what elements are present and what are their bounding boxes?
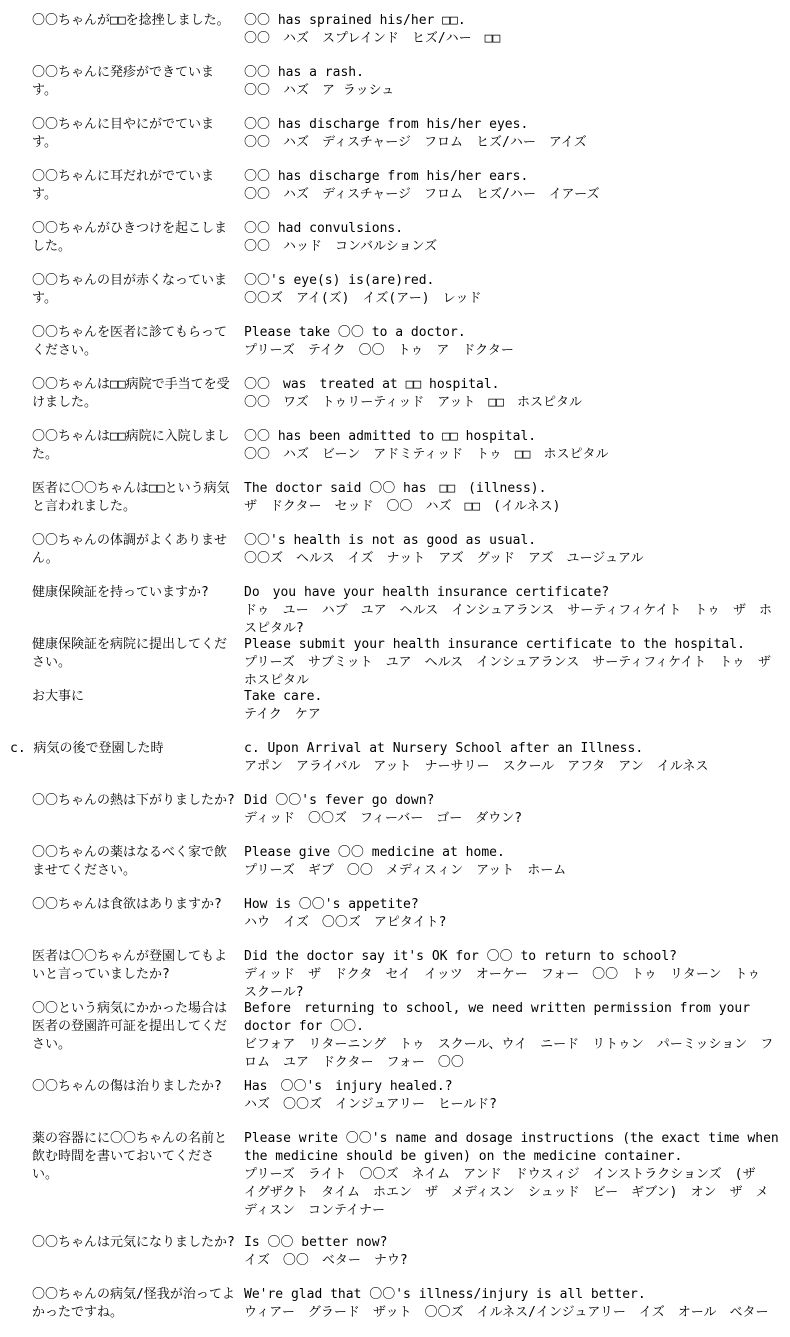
katakana-reading: プリーズ サブミット ユア ヘルス インシュアランス サーティフィケイト トゥ ザ ホスピタル [244, 655, 784, 688]
bullet-icon [10, 1078, 32, 1096]
english-column [244, 324, 780, 360]
japanese-phrase [10, 12, 235, 30]
japanese-column [10, 584, 235, 602]
english-phrase: 〇〇 has been admitted to □□ hospital. [244, 429, 537, 444]
katakana-reading: ビフォア リターニング トゥ スクール、ウイ ニード リトゥン パーミッション フロム ユア ドクター フォー 〇〇 [244, 1037, 774, 1070]
bullet-icon [10, 1234, 32, 1252]
japanese-text: 〇〇ちゃんの薬はなるべく家で飲ませてください。 [32, 845, 228, 878]
japanese-text: 〇〇ちゃんの体調がよくありません。 [32, 533, 228, 566]
katakana-reading: ディッド ザ ドクタ セイ イッツ オーケー フォー 〇〇 トゥ リターン トゥ スクール? [244, 967, 774, 1000]
bullet-icon [10, 844, 32, 862]
japanese-column [10, 1234, 235, 1252]
japanese-column [10, 688, 235, 706]
japanese-phrase [10, 948, 235, 984]
bullet-icon [10, 1000, 32, 1018]
japanese-text: 〇〇ちゃんがひきつけを起こしました。 [32, 221, 228, 254]
japanese-text: 〇〇ちゃんが□□を捻挫しました。 [32, 13, 230, 28]
japanese-text: 〇〇ちゃんは□□病院で手当てを受けました。 [32, 377, 230, 410]
english-column [244, 636, 784, 690]
japanese-column [10, 116, 235, 152]
english-column [244, 584, 780, 638]
japanese-text: c. 病気の後で登園した時 [10, 741, 164, 756]
japanese-text: 〇〇ちゃんに発疹ができています。 [32, 65, 215, 98]
english-phrase: 〇〇's eye(s) is(are)red. [244, 273, 435, 288]
japanese-text: 〇〇という病気にかかった場合は医者の登園許可証を提出してください。 [32, 1001, 228, 1052]
english-column [244, 64, 780, 100]
katakana-reading: ディッド 〇〇ズ フィーバー ゴー ダウン? [244, 811, 523, 826]
english-column [244, 844, 780, 880]
japanese-column [10, 376, 235, 412]
english-phrase: Please give 〇〇 medicine at home. [244, 845, 505, 860]
bullet-icon [10, 220, 32, 238]
katakana-reading: 〇〇 ハズ ア ラッシュ [244, 83, 395, 98]
english-column [244, 272, 780, 308]
section-title-english: c. Upon Arrival at Nursery School after an Illness. [244, 741, 644, 756]
japanese-text: 〇〇ちゃんを医者に診てもらってください。 [32, 325, 228, 358]
bullet-icon [10, 168, 32, 186]
english-phrase: Is 〇〇 better now? [244, 1235, 388, 1250]
japanese-column [10, 168, 235, 204]
japanese-phrase [10, 532, 235, 568]
japanese-text: 〇〇ちゃんに目やにがでています。 [32, 117, 215, 150]
japanese-text: 健康保険証を病院に提出してください。 [32, 637, 228, 670]
english-phrase: Please take 〇〇 to a doctor. [244, 325, 466, 340]
katakana-reading: 〇〇ズ アイ(ズ) イズ(アー) レッド [244, 291, 482, 306]
japanese-phrase [10, 1234, 235, 1252]
bullet-icon [10, 636, 32, 654]
english-phrase: 〇〇's health is not as good as usual. [244, 533, 537, 548]
bullet-icon [10, 1130, 32, 1148]
english-phrase: We're glad that 〇〇's illness/injury is all better. [244, 1287, 646, 1302]
bullet-icon [10, 376, 32, 394]
bullet-icon [10, 12, 32, 30]
katakana-reading: アポン アライバル アット ナーサリー スクール アフタ アン イルネス [244, 759, 709, 774]
bullet-icon [10, 688, 32, 706]
english-phrase: 〇〇 had convulsions. [244, 221, 404, 236]
katakana-reading: 〇〇 ハズ ビーン アドミティッド トゥ □□ ホスピタル [244, 447, 609, 462]
japanese-text: お大事に [32, 689, 85, 704]
japanese-column [10, 1000, 235, 1054]
japanese-column [10, 12, 235, 30]
katakana-reading: 〇〇 ハズ ディスチャージ フロム ヒズ/ハー アイズ [244, 135, 587, 150]
japanese-column [10, 792, 235, 810]
japanese-column [10, 64, 235, 100]
japanese-phrase [10, 428, 235, 464]
japanese-text: 〇〇ちゃんの目が赤くなっています。 [32, 273, 228, 306]
japanese-phrase [10, 844, 235, 880]
english-column [244, 12, 780, 48]
english-phrase: 〇〇 was treated at □□ hospital. [244, 377, 500, 392]
japanese-text: 〇〇ちゃんの傷は治りましたか? [32, 1079, 222, 1094]
japanese-text: 薬の容器にに〇〇ちゃんの名前と飲む時間を書いておいてください。 [32, 1131, 228, 1182]
english-column [244, 1234, 780, 1270]
bullet-icon [10, 272, 32, 290]
english-column [244, 116, 780, 152]
english-column [244, 740, 780, 776]
japanese-column [10, 844, 235, 880]
japanese-phrase [10, 168, 235, 204]
bullet-icon [10, 792, 32, 810]
bullet-icon [10, 64, 32, 82]
katakana-reading: プリーズ テイク 〇〇 トゥ ア ドクター [244, 343, 514, 358]
japanese-phrase [10, 1286, 235, 1322]
japanese-column [10, 1286, 235, 1322]
english-phrase: How is 〇〇's appetite? [244, 897, 419, 912]
japanese-phrase [10, 480, 235, 516]
katakana-reading: イズ 〇〇 ベター ナウ? [244, 1253, 408, 1268]
english-phrase: Do you have your health insurance certificate? [244, 585, 610, 600]
english-column [244, 376, 780, 412]
english-phrase: Take care. [244, 689, 323, 704]
bullet-icon [10, 948, 32, 966]
english-column [244, 1000, 780, 1072]
english-phrase: 〇〇 has sprained his/her □□. [244, 13, 466, 28]
english-phrase: Has 〇〇's injury healed.? [244, 1079, 453, 1094]
english-phrase: Did the doctor say it's OK for 〇〇 to return to school? [244, 949, 677, 964]
english-phrase: Did 〇〇's fever go down? [244, 793, 435, 808]
english-phrase: 〇〇 has discharge from his/her eyes. [244, 117, 529, 132]
english-column [244, 1130, 787, 1220]
japanese-phrase [10, 584, 235, 602]
english-column [244, 948, 780, 1002]
katakana-reading: 〇〇ズ ヘルス イズ ナット アズ グッド アズ ユージュアル [244, 551, 644, 566]
japanese-text: 〇〇ちゃんは元気になりましたか? [32, 1235, 235, 1250]
bullet-icon [10, 896, 32, 914]
japanese-column [10, 480, 235, 516]
bullet-icon [10, 480, 32, 498]
japanese-phrase [10, 636, 235, 672]
english-column [244, 1286, 780, 1322]
japanese-column [10, 532, 235, 568]
japanese-text: 健康保険証を持っていますか? [32, 585, 209, 600]
japanese-phrase [10, 792, 235, 810]
japanese-column [10, 272, 235, 308]
japanese-phrase [10, 116, 235, 152]
japanese-text: 〇〇ちゃんの熱は下がりましたか? [32, 793, 235, 808]
japanese-phrase [10, 896, 235, 914]
katakana-reading: ハウ イズ 〇〇ズ アピタイト? [244, 915, 447, 930]
japanese-phrase [10, 376, 235, 412]
katakana-reading: 〇〇 ハッド コンバルションズ [244, 239, 438, 254]
bullet-icon [10, 584, 32, 602]
japanese-column [10, 428, 235, 464]
japanese-column [10, 1130, 235, 1184]
english-column [244, 428, 780, 464]
japanese-column [10, 220, 235, 256]
english-phrase: The doctor said 〇〇 has □□ (illness). [244, 481, 547, 496]
japanese-phrase [10, 324, 235, 360]
katakana-reading: ウィアー グラード ザット 〇〇ズ イルネス/インジュアリー イズ オール ベター [244, 1305, 769, 1320]
japanese-column [10, 948, 235, 984]
english-column [244, 532, 780, 568]
japanese-text: 〇〇ちゃんに耳だれがでています。 [32, 169, 215, 202]
japanese-text: 医者に〇〇ちゃんは□□という病気と言われました。 [32, 481, 230, 514]
section-title-japanese [10, 740, 235, 758]
katakana-reading: ハズ 〇〇ズ インジュアリー ヒールド? [244, 1097, 497, 1112]
bullet-icon [10, 116, 32, 134]
japanese-phrase [10, 220, 235, 256]
english-column [244, 1078, 780, 1114]
katakana-reading: プリーズ ライト 〇〇ズ ネイム アンド ドウスィジ インストラクションズ (ザ イグザクト タイム ホエン ザ メディスン シュッド ビー ギブン) オン ザ メディスン コンテイナー [244, 1167, 769, 1218]
katakana-reading: プリーズ ギブ 〇〇 メディスィン アット ホーム [244, 863, 567, 878]
english-phrase: Before returning to school, we need written permission from your doctor for 〇〇. [244, 1001, 758, 1034]
english-phrase: Please submit your health insurance certificate to the hospital. [244, 637, 745, 652]
japanese-column [10, 636, 235, 672]
japanese-column [10, 896, 235, 914]
japanese-text: 〇〇ちゃんは□□病院に入院しました。 [32, 429, 230, 462]
katakana-reading: ドゥ ユー ハブ ユア ヘルス インシュアランス サーティフィケイト トゥ ザ ホスピタル? [244, 603, 772, 636]
english-column [244, 792, 780, 828]
katakana-reading: ザ ドクター セッド 〇〇 ハズ □□ (イルネス) [244, 499, 561, 514]
japanese-column [10, 740, 235, 758]
japanese-phrase [10, 688, 235, 706]
english-column [244, 168, 780, 204]
english-column [244, 688, 780, 724]
japanese-phrase [10, 1078, 235, 1096]
japanese-text: 医者は〇〇ちゃんが登園してもよいと言っていましたか? [32, 949, 228, 982]
japanese-column [10, 324, 235, 360]
katakana-reading: 〇〇 ハズ スプレインド ヒズ/ハー □□ [244, 31, 501, 46]
english-column [244, 220, 780, 256]
japanese-phrase [10, 272, 235, 308]
katakana-reading: 〇〇 ハズ ディスチャージ フロム ヒズ/ハー イアーズ [244, 187, 600, 202]
english-column [244, 896, 780, 932]
japanese-text: 〇〇ちゃんは食欲はありますか? [32, 897, 222, 912]
japanese-phrase [10, 64, 235, 100]
bullet-icon [10, 532, 32, 550]
japanese-column [10, 1078, 235, 1096]
japanese-phrase [10, 1130, 235, 1184]
japanese-text: 〇〇ちゃんの病気/怪我が治ってよかったですね。 [32, 1287, 235, 1320]
katakana-reading: テイク ケア [244, 707, 321, 722]
bullet-icon [10, 324, 32, 342]
english-phrase: 〇〇 has a rash. [244, 65, 364, 80]
english-column [244, 480, 780, 516]
katakana-reading: 〇〇 ワズ トゥリーティッド アット □□ ホスピタル [244, 395, 582, 410]
bullet-icon [10, 1286, 32, 1304]
bullet-icon [10, 428, 32, 446]
english-phrase: Please write 〇〇's name and dosage instructions (the exact time when the medicine should be given) on the medicine container. [244, 1131, 787, 1164]
english-phrase: 〇〇 has discharge from his/her ears. [244, 169, 529, 184]
japanese-phrase [10, 1000, 235, 1054]
